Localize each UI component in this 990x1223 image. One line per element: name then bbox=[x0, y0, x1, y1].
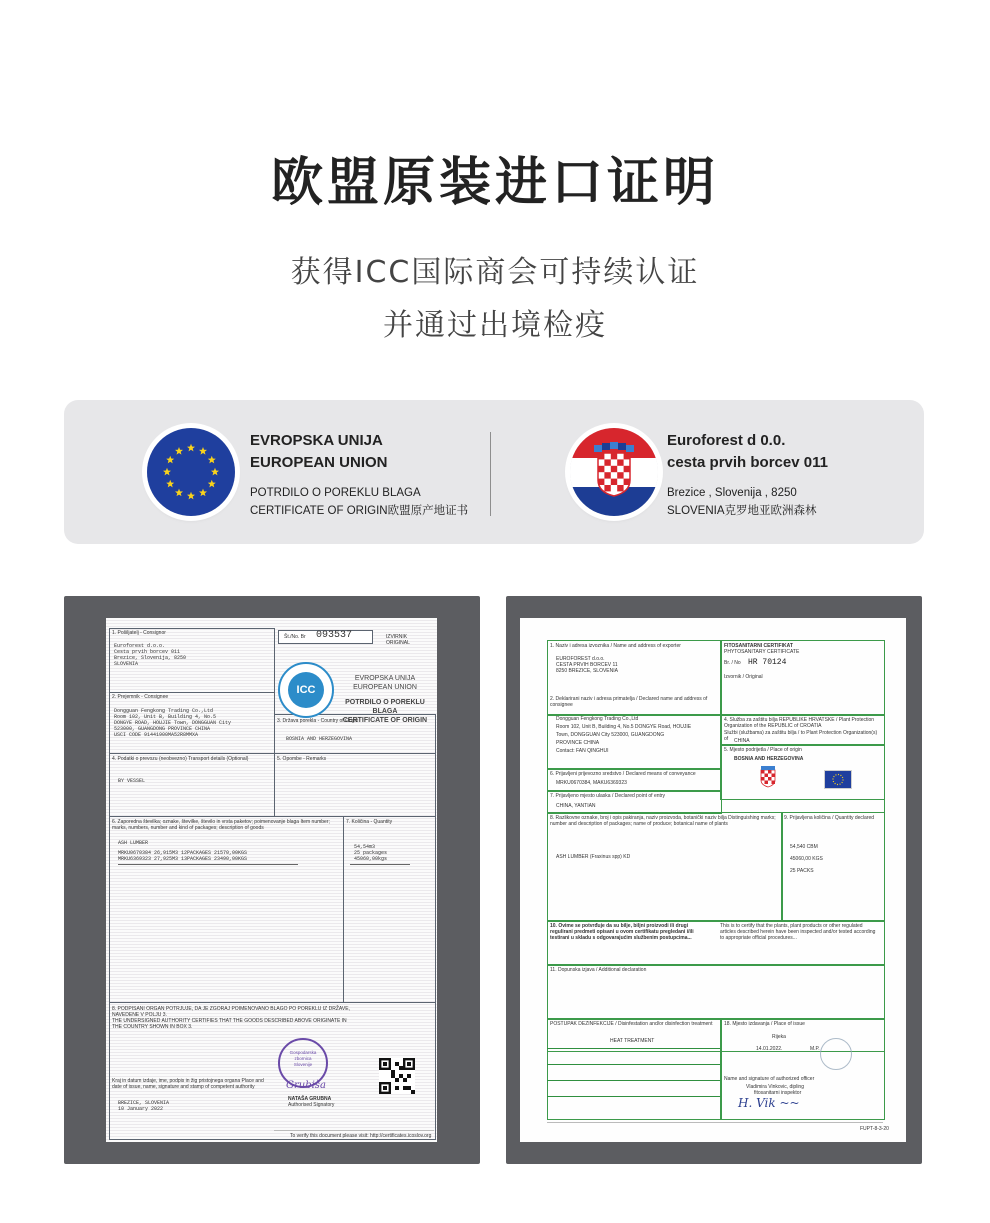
subtitle-line-1: 获得ICC国际商会可持续认证 bbox=[290, 255, 700, 290]
box8-line-1: 8. PODPISANI ORGAN POTRJUJE, DA JE ZGORAJ POIMENOVANO BLAGO PO POREKLU IZ DRŽAVE, bbox=[112, 1006, 350, 1012]
box8-line-4: THE COUNTRY SHOWN IN BOX 3. bbox=[112, 1024, 193, 1030]
phyto-qty-line-1: 54,540 CBM bbox=[790, 844, 818, 850]
phyto-place-label: 18. Mjesto izdavanja / Place of issue bbox=[724, 1021, 805, 1027]
phyto-inspector-label: Name and signature of authorized officer bbox=[724, 1076, 815, 1082]
phyto-to-value: CHINA bbox=[734, 738, 750, 744]
shield-square bbox=[598, 479, 604, 485]
eu-name-local: EVROPSKA UNIJA bbox=[250, 432, 383, 449]
phyto-transport-value: MRKU0670384, MAKU6369323 bbox=[556, 780, 627, 786]
transport-value: BY VESSEL bbox=[118, 778, 146, 784]
shield-square bbox=[604, 485, 610, 491]
serial-number: 093537 bbox=[316, 630, 353, 641]
consignee-line-2: Room 102, Unit B, Building 4, No.5 bbox=[114, 714, 217, 720]
eu-mini-flag-icon bbox=[824, 770, 852, 789]
consignee-line-4: 523000, GUANGDONG PROVINCE CHINA bbox=[114, 726, 211, 732]
phyto-number: HR 70124 bbox=[748, 658, 787, 667]
phyto-consignee-label: 2. Deklarirani naziv i adresa primatelja / Declared name and address of consignee bbox=[550, 696, 708, 708]
cert-header-line-1: POTRDILO O POREKLU BLAGA bbox=[345, 699, 425, 715]
phyto-subtitle: PHYTOSANITARY CERTIFICATE bbox=[724, 649, 800, 655]
band-divider bbox=[490, 432, 491, 516]
phyto-additional-label: 11. Dopunska izjava / Additional declaration bbox=[550, 967, 647, 973]
country-label: 3. Država porekla - Country of Origin bbox=[277, 718, 359, 724]
phyto-inspector-role: fitosanitarni inspektor bbox=[754, 1090, 802, 1096]
consignor-label: 1. Pošiljatelj - Consignor bbox=[112, 630, 166, 636]
company-street: cesta prvih borcev 011 bbox=[667, 454, 828, 471]
subtitle-line-2: 并通过出境检疫 bbox=[383, 308, 607, 343]
place-label: Kraj in datum izdaje, ime, podpis in žig pristojnega organa Place and date of issue, name, signature and stamp of competent authority bbox=[112, 1078, 264, 1090]
shield-square bbox=[624, 479, 630, 485]
phyto-goods-value: ASH LUMBER (Fraxinus spp) KD bbox=[556, 854, 631, 860]
phyto-consignee-line-4: PROVINCE CHINA bbox=[556, 740, 600, 746]
phyto-origin-value: BOSNIA AND HERZEGOVINA bbox=[734, 756, 804, 762]
phyto-declaration-en: This is to certify that the plants, plant products or other regulated articles described herein have been inspected and/or tested according to appropriate official procedures... bbox=[720, 923, 876, 941]
quantity-label: 7. Količina - Quantity bbox=[346, 819, 393, 825]
company-city: Brezice , Slovenija , 8250 bbox=[667, 487, 797, 499]
phyto-to-label: Službi (službama) za zaštitu bilja / to Plant Protection Organization(s) of bbox=[724, 730, 878, 742]
shield-square bbox=[604, 472, 610, 478]
phyto-authority-label: 4. Služba za zaštitu bilja REPUBLIKE HRVATSKE / Plant Protection Organization of the REPUBLIC of CROATIA bbox=[724, 717, 875, 729]
original-label: IZVIRNIK ORIGINAL bbox=[386, 634, 410, 646]
country-value: BOSNIA AND HERZEGOVINA bbox=[286, 736, 353, 742]
phyto-declaration-label: 10. Ovime se potvrđuje da su bilje, biljni proizvodi ili drugi regulirani predmeti opisani u ovom certifikatu pregledani i/ili testirani u skladu s odgovarajućim službenim postupcima... bbox=[550, 923, 694, 941]
quantity-line-2: 25 packages bbox=[354, 850, 388, 856]
shield-square bbox=[598, 453, 604, 459]
phyto-transport-label: 6. Prijavljeni prijevozno sredstvo / Declared means of conveyance bbox=[550, 771, 696, 777]
shield-square bbox=[617, 485, 623, 491]
company-text-block bbox=[667, 430, 828, 520]
shield-square bbox=[624, 466, 630, 472]
phyto-treatment-label: POSTUPAK DEZINFEKCIJE / Disinfestation and/or disinfection treatment bbox=[550, 1021, 713, 1027]
phyto-qty-line-3: 25 PACKS bbox=[790, 868, 814, 874]
serial-label: Št./No. Br bbox=[284, 634, 306, 640]
phytosanitary-paper bbox=[520, 618, 906, 1142]
date-value: 10 January 2022 bbox=[118, 1106, 164, 1112]
items-label: 6. Zaporedna številka; oznake, številke, število in vrsta paketov; poimenovanje blaga Item number; marks, numbers, number and kind of packages; description of goods bbox=[112, 819, 330, 831]
shield-square bbox=[611, 453, 617, 459]
shield-square bbox=[624, 453, 630, 459]
phyto-consignee-line-3: Town, DONGGUAN City 523000, GUANGDONG bbox=[556, 732, 665, 738]
phyto-original: Izvornik / Original bbox=[724, 674, 763, 680]
consignor-line-3: Brezice, Slovenija, 8250 bbox=[114, 655, 187, 661]
phyto-consignee-line-1: Dongguan Fengkong Trading Co.,Ltd bbox=[556, 716, 639, 722]
place-value: BREZICE, SLOVENIA bbox=[118, 1100, 170, 1106]
signer-title: Authorised Signatory bbox=[288, 1102, 335, 1108]
phyto-seal-label: M.P. bbox=[810, 1046, 820, 1052]
coat-square bbox=[761, 770, 765, 774]
quantity-line-3: 45060,00kgs bbox=[354, 856, 388, 862]
coat-square bbox=[768, 777, 772, 781]
phyto-inspector-value: Vladimira Vinkovic, dipling bbox=[746, 1084, 804, 1090]
phytosanitary-frame bbox=[506, 596, 922, 1164]
phyto-entry-label: 7. Prijavljeno mjesto ulaska / Declared point of entry bbox=[550, 793, 666, 799]
phyto-entry-value: CHINA, YANTIAN bbox=[556, 803, 596, 809]
coat-square bbox=[765, 774, 769, 778]
coat-square bbox=[772, 774, 776, 778]
eu-header-line-1: EVROPSKA UNIJA bbox=[354, 675, 416, 682]
shield-square bbox=[617, 459, 623, 465]
shield-square bbox=[617, 472, 623, 478]
page-title: 欧盟原装进口证明 bbox=[270, 153, 719, 213]
eu-name-en: EUROPEAN UNION bbox=[250, 454, 388, 471]
phyto-no-label: Br. / No bbox=[724, 660, 741, 666]
cert-name-en: CERTIFICATE OF ORIGIN欧盟原产地证书 bbox=[250, 505, 469, 517]
certificate-of-origin-paper bbox=[106, 618, 437, 1142]
phyto-qty-label: 9. Prijavljena količina / Quantity declared bbox=[784, 815, 875, 821]
remarks-label: 5. Opombe - Remarks bbox=[277, 756, 327, 762]
box8-line-3: THE UNDERSIGNED AUTHORITY CERTIFIES THAT THE GOODS DESCRIBED ABOVE ORIGINATE IN bbox=[112, 1018, 347, 1024]
phyto-consignee-line-5: Contact: FAN QINGHUI bbox=[556, 748, 609, 754]
phyto-treatment-value: HEAT TREATMENT bbox=[610, 1038, 655, 1044]
exporter-line-2: CESTA PRVIH BORCEV 11 bbox=[556, 662, 618, 668]
stamp-text: Gospodarska zbornica Slovenije bbox=[289, 1050, 317, 1067]
phyto-origin-label: 5. Mjesto podrijetla / Place of origin bbox=[724, 747, 802, 753]
cert-name-local: POTRDILO O POREKLU BLAGA bbox=[250, 487, 421, 499]
phyto-title: FITOSANITARNI CERTIFIKAT bbox=[724, 643, 793, 649]
exporter-line-3: 8250 BREZICE, SLOVENIA bbox=[556, 668, 618, 674]
consignee-line-3: DONGYE ROAD, HOUJIE Town, DONGGUAN City bbox=[114, 720, 232, 726]
eu-flag-icon bbox=[147, 428, 235, 516]
coat-square bbox=[772, 781, 776, 785]
signer-name: NATAŠA GRUBNA bbox=[288, 1096, 332, 1102]
goods-line-1: ASH LUMBER bbox=[118, 840, 149, 846]
exporter-line-1: EUROFOREST d.o.o. bbox=[556, 656, 605, 662]
consignee-line-5: USCI CODE 91441900MA52R8MMXA bbox=[114, 732, 199, 738]
phyto-qty-line-2: 45060,00 KGS bbox=[790, 856, 823, 862]
box8-line-2: NAVEDENE V POLJU 3. bbox=[112, 1012, 167, 1018]
phyto-consignee-line-2: Room 102, Unit B, Building 4, No.5 DONGYE Road, HOUJIE bbox=[556, 724, 692, 730]
coat-square bbox=[768, 770, 772, 774]
qr-code-icon bbox=[379, 1058, 415, 1094]
croatia-flag-icon bbox=[570, 428, 658, 516]
consignor-line-2: Cesta prvih borcev 011 bbox=[114, 649, 181, 655]
certificate-of-origin-frame bbox=[64, 596, 480, 1164]
quantity-line-1: 54,54m3 bbox=[354, 844, 376, 850]
shield-square bbox=[604, 459, 610, 465]
company-country: SLOVENIA克罗地亚欧洲森林 bbox=[667, 505, 817, 517]
shield-square bbox=[611, 479, 617, 485]
company-name: Euroforest d 0.0. bbox=[667, 432, 786, 449]
coat-square bbox=[765, 781, 769, 785]
cert-header-line-2: CERTIFICATE OF ORIGIN bbox=[342, 717, 428, 724]
icc-badge-icon bbox=[278, 662, 334, 718]
consignor-line-4: SLOVENIA bbox=[114, 661, 139, 667]
shield-square bbox=[598, 466, 604, 472]
phyto-goods-label: 8. Razlikovne oznake, broj i opis pakiranja, naziv proizvoda, botanički naziv bilja Distinguishing marks; number and description of packages; name of produce; botanical name of plants bbox=[550, 815, 776, 827]
inspector-signature-icon: H. Vik ~~ bbox=[738, 1096, 800, 1110]
phyto-place-value: Rijeka bbox=[772, 1034, 786, 1040]
transport-label: 4. Podatki o prevozu (neobvezno) Transport details (Optional) bbox=[112, 756, 249, 762]
consignee-line-1: Dongguan Fengkong Trading Co.,Ltd bbox=[114, 708, 214, 714]
eu-text-block bbox=[250, 430, 468, 520]
exporter-label: 1. Naziv i adresa izvoznika / Name and address of exporter bbox=[550, 643, 681, 649]
croatia-coat-icon bbox=[760, 766, 776, 788]
consignee-label: 2. Prejemnik - Consignee bbox=[112, 694, 169, 700]
shield-square bbox=[611, 466, 617, 472]
phyto-footer: FUPT-8-3-20 bbox=[860, 1126, 889, 1132]
verify-note: To verify this document please visit: http://certificates.icoslov.org bbox=[290, 1133, 432, 1139]
signature-icon: Grubiša bbox=[286, 1080, 326, 1091]
goods-line-2: MRKU0670384 26,915M3 12PACKAGES 21570,00KGS bbox=[118, 850, 248, 856]
goods-line-3: MRKU6369323 27,925M3 13PACKAGES 23490,00KGS bbox=[118, 856, 248, 862]
eu-header-line-2: EUROPEAN UNION bbox=[353, 684, 417, 691]
phyto-date-value: 14.01.2022. bbox=[756, 1046, 783, 1052]
coat-square bbox=[761, 777, 765, 781]
official-seal-icon bbox=[820, 1038, 852, 1070]
consignor-line-1: Euroforest d.o.o. bbox=[114, 643, 166, 649]
icc-badge-label: ICC bbox=[288, 672, 324, 708]
